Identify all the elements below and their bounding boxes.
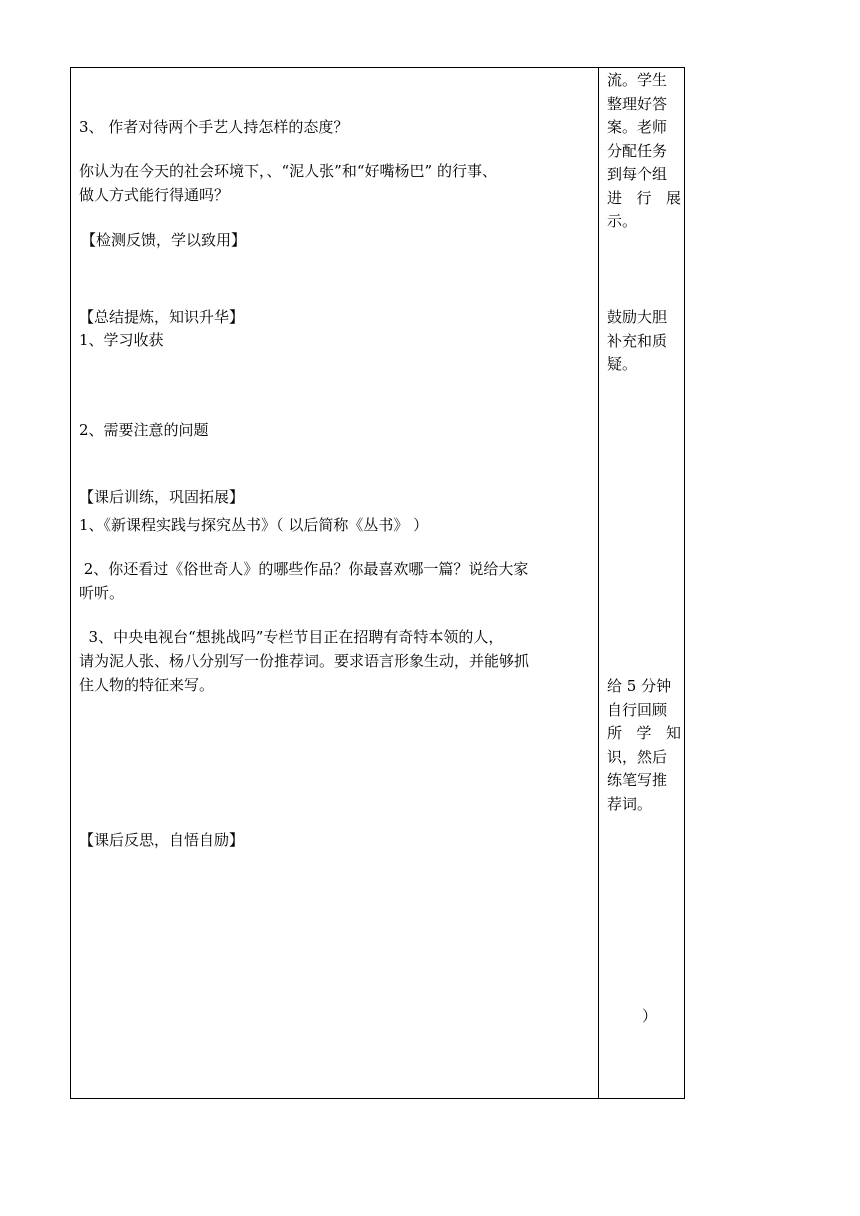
side-note-presentation [607,69,681,234]
side-note-line: 所学知 [607,724,681,742]
column-divider [598,68,599,1098]
homework-item-3-line-3: 住人物的特征来写。 [79,676,215,694]
section-homework-heading: 【课后训练，巩固拓展】 [79,488,245,506]
side-note-line: 流。学生 [607,71,668,89]
side-note-review [607,675,681,816]
side-note-line: 案。老师 [607,118,668,136]
section-feedback-heading: 【检测反馈，学以致用】 [81,231,247,249]
side-note-parenthesis: ） [642,1007,658,1025]
side-note-line: 鼓励大胆 [607,308,668,326]
side-note-line: 整理好答 [607,94,668,113]
question-3: 3、 作者对待两个手艺人持怎样的态度？ [79,118,349,136]
side-note-encourage [607,306,681,377]
side-note-line: 识，然后 [607,747,668,766]
side-note-line: 疑。 [607,355,638,373]
side-note-line: 自行回顾 [607,700,668,719]
side-note-line: 补充和质 [607,331,668,350]
side-note-line: 给 5 分钟 [607,677,672,695]
lesson-table [70,67,685,1099]
section-reflection-heading: 【课后反思，自悟自励】 [79,831,245,849]
homework-item-2-line-1: 2、你还看过《俗世奇人》的哪些作品？你最喜欢哪一篇？说给大家 [79,560,529,578]
summary-item-2: 2、需要注意的问题 [79,421,209,439]
discussion-line-1: 你认为在今天的社会环境下，、“泥人张”和“好嘴杨巴” 的行事、 [79,162,497,180]
side-note-line: 进行展 [607,188,681,207]
discussion-line-2: 做人方式能行得通吗？ [79,186,230,204]
side-note-line: 示。 [607,212,638,230]
homework-item-3-line-1: 3、中央电视台“想挑战吗”专栏节目正在招聘有奇特本领的人， [79,628,504,646]
homework-item-1: 1、《新课程实践与探究丛书》（ 以后简称《丛书》 ） [79,516,429,534]
homework-item-2-line-2: 听听。 [79,584,125,602]
side-note-line: 分配任务 [607,141,668,160]
summary-item-1: 1、学习收获 [79,331,164,349]
homework-item-3-line-2: 请为泥人张、杨八分别写一份推荐词。要求语言形象生动，并能够抓 [79,652,530,670]
section-summary-heading: 【总结提炼，知识升华】 [79,308,245,326]
side-note-line: 练笔写推 [607,771,668,789]
side-note-line: 到每个组 [607,165,668,183]
side-note-line: 荐词。 [607,794,653,813]
